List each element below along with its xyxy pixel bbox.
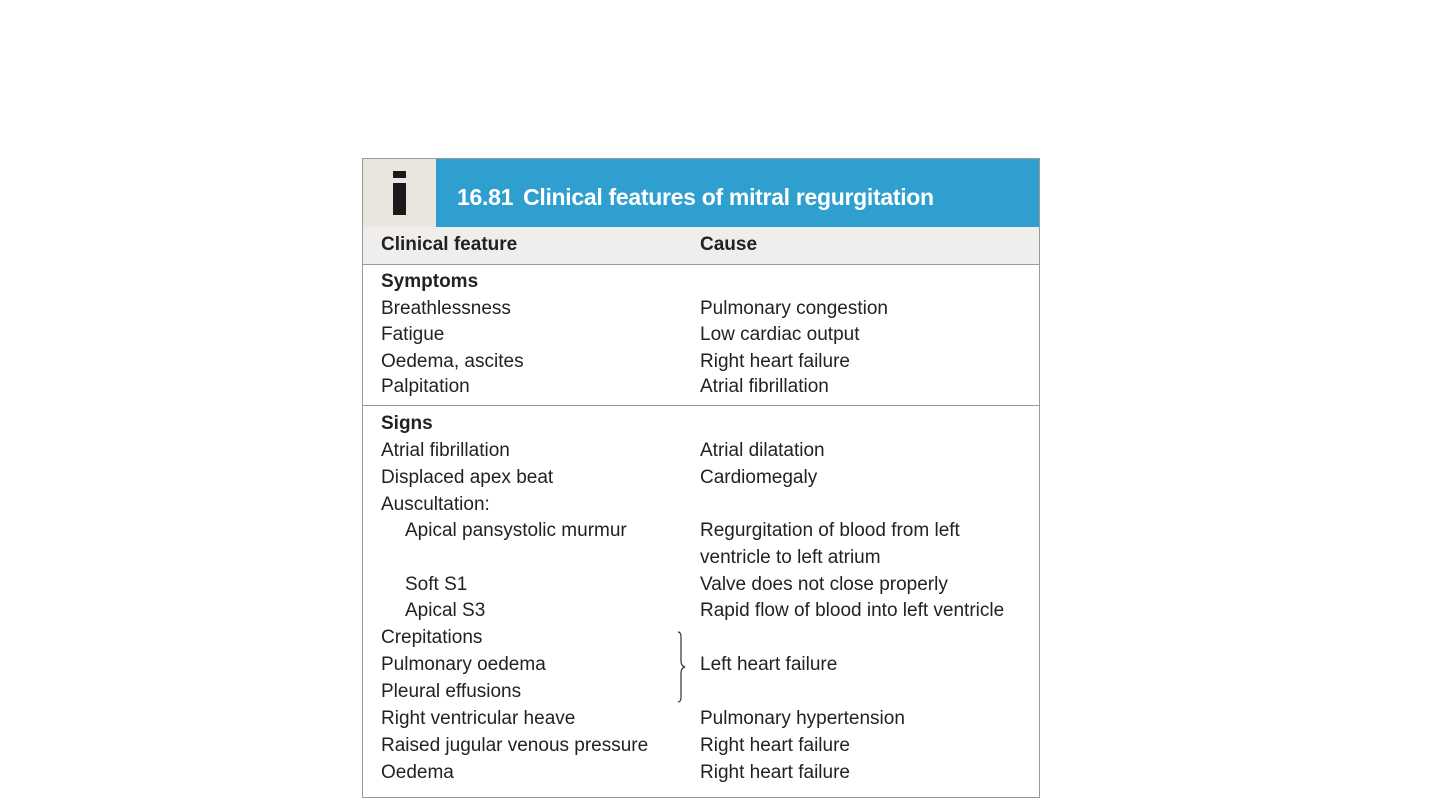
feature-cell: Apical S3 <box>405 600 486 621</box>
feature-cell: Apical pansystolic murmur <box>405 520 627 541</box>
info-i-icon <box>363 159 436 227</box>
cause-cell: Valve does not close properly <box>700 574 948 595</box>
cause-cell: Right heart failure <box>700 762 850 783</box>
column-header-cause: Cause <box>700 234 758 255</box>
box-title-text: Clinical features of mitral regurgitation <box>523 184 934 210</box>
section-heading-signs: Signs <box>381 413 433 434</box>
icon-cell <box>363 159 436 227</box>
feature-cell: Auscultation: <box>381 494 490 515</box>
cause-cell: Right heart failure <box>700 735 850 756</box>
cause-cell: Left heart failure <box>700 654 838 675</box>
feature-cell: Soft S1 <box>405 574 468 595</box>
cause-cell: Right heart failure <box>700 351 850 372</box>
cause-cell: Pulmonary congestion <box>700 298 888 319</box>
feature-cell: Breathlessness <box>381 298 511 319</box>
feature-cell: Right ventricular heave <box>381 708 576 729</box>
feature-cell: Palpitation <box>381 376 470 397</box>
info-box <box>362 158 1040 798</box>
feature-cell: Pulmonary oedema <box>381 654 546 675</box>
feature-cell: Fatigue <box>381 324 445 345</box>
cause-cell: ventricle to left atrium <box>700 547 881 568</box>
section-divider <box>363 405 1039 406</box>
feature-cell: Pleural effusions <box>381 681 522 702</box>
feature-cell: Oedema <box>381 762 454 783</box>
feature-cell: Atrial fibrillation <box>381 440 510 461</box>
section-heading-symptoms: Symptoms <box>381 271 479 292</box>
feature-cell: Displaced apex beat <box>381 467 554 488</box>
feature-cell: Crepitations <box>381 627 483 648</box>
column-header-row <box>363 227 1039 265</box>
cause-cell: Cardiomegaly <box>700 467 818 488</box>
cause-cell: Atrial fibrillation <box>700 376 829 397</box>
box-number: 16.81 <box>457 184 514 210</box>
title-bar <box>363 159 1039 227</box>
cause-cell: Rapid flow of blood into left ventricle <box>700 600 1005 621</box>
box-title <box>457 159 934 227</box>
cause-cell: Low cardiac output <box>700 324 860 345</box>
feature-cell: Raised jugular venous pressure <box>381 735 649 756</box>
cause-cell: Regurgitation of blood from left <box>700 520 960 541</box>
feature-cell: Oedema, ascites <box>381 351 524 372</box>
right-brace-icon <box>677 631 687 703</box>
cause-cell: Atrial dilatation <box>700 440 825 461</box>
cause-cell: Pulmonary hypertension <box>700 708 905 729</box>
column-header-feature: Clinical feature <box>381 234 518 255</box>
